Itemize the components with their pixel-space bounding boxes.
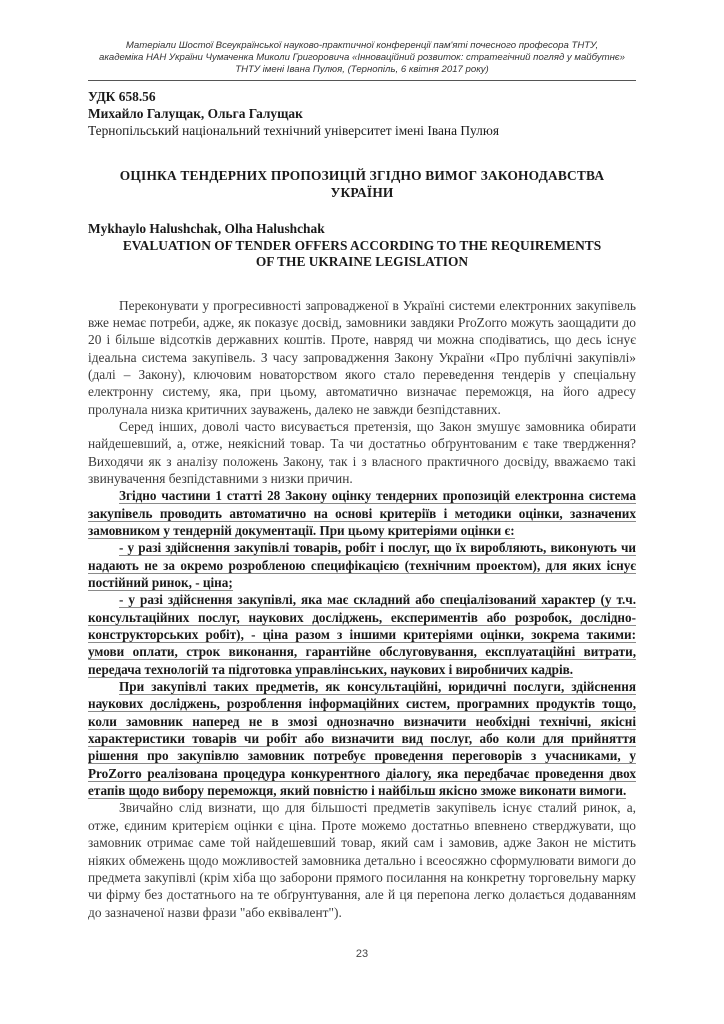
title-en-line-1: EVALUATION OF TENDER OFFERS ACCORDING TO THE REQUIREMENTS: [122, 237, 602, 253]
affiliation: Тернопільський національний технічний університет імені Івана Пулюя: [88, 123, 499, 138]
article-text: [88, 297, 636, 921]
paragraph-7: Звичайно слід визнати, що для більшості предметів закупівель існує сталий ринок, а, отже, єдиним критерієм оцінки є ціна. Проте можемо достатньо впевнено стверджувати, що замовник отримає саме той найдешевший товар, який сам і замовив, адже Закон не містить ніяких обмежень щодо можливостей замовника детально і всеосяжно сформулювати вимоги до предмета закупівлі (крім хіба що заборони прямого посилання на конкретну торговельну марку чи фірму без достатнього на те обґрунтування, але й ця перепона легко долається додаванням до зазначеної назви фрази "або еквівалент").: [88, 800, 636, 920]
article-meta: [88, 88, 636, 139]
title-uk-line-1: ОЦІНКА ТЕНДЕРНИХ ПРОПОЗИЦІЙ ЗГІДНО ВИМОГ ЗАКОНОДАВСТВА: [119, 168, 605, 183]
paragraph-3-text: Згідно частини 1 статті 28 Закону оцінку тендерних пропозицій електронна система закупівель проводить автоматично на основі критеріїв і методики оцінки, зазначених замовником у тендерній документації. При цьому критеріями оцінки є:: [88, 488, 636, 538]
running-header: [84, 40, 640, 76]
udc-code: УДК 658.56: [88, 89, 156, 104]
header-rule: [88, 80, 636, 81]
title-uk: [88, 167, 636, 201]
paragraph-6: [88, 678, 636, 799]
paragraph-3: [88, 487, 636, 539]
header-line-2: академіка НАН України Чумаченка Миколи Григоровича «Інноваційний розвиток: стратегічний погляд у майбутнє»: [99, 52, 625, 63]
english-header: [88, 221, 636, 271]
paragraph-1: Переконувати у прогресивності запровадженої в Україні системи електронних закупівель вже немає потреби, адже, як показує досвід, замовники завдяки ProZorro можуть заощадити до 20 і більше відсотків державних коштів. Проте, навряд чи можна сподіватись, що десь існує ідеальна система закупівель. З часу запровадження Закону України «Про публічні закупівлі» (далі – Закону), ключовим новаторством якого стало переведення тендерів у спеціальну електронну систему, яка, при цьому, автоматично визначає переможця, на його адресу пролунала низка критичних зауважень, далеко не завжди безпідставних.: [88, 297, 636, 417]
paragraph-2: Серед інших, доволі часто висувається претензія, що Закон змушує замовника обирати найдешевший, а, отже, неякісний товар. Та чи достатньо обґрунтованим є таке твердження? Виходячи як з аналізу положень Закону, так і з власного практичного досвіду, вважаємо такі звинувачення безпідставними з низки причин.: [88, 418, 636, 486]
article-body: [88, 88, 636, 921]
paragraph-4-text: - у разі здійснення закупівлі товарів, робіт і послуг, що їх виробляють, виконують чи надають не за окремо розробленою специфікацією (технічним проектом), для яких існує постійний ринок, - ціна;: [88, 540, 636, 590]
title-en-line-2: OF THE UKRAINE LEGISLATION: [255, 254, 469, 269]
title-uk-line-2: УКРАЇНИ: [330, 185, 394, 200]
paragraph-6-text: При закупівлі таких предметів, як консультаційні, юридичні послуги, здійснення наукових досліджень, розроблення інформаційних систем, програмних продуктів тощо, коли замовник наперед не в змозі однозначно визначити необхідні технічні, якісні характеристики товарів чи робіт або визначити вид послуг, або коли для прийняття рішення про закупівлю замовник потребує проведення переговорів з учасниками, у ProZorro реалізована процедура конкурентного діалогу, яка передбачає проведення двох етапів щодо вибору переможця, який повністю і найбільш якісно зможе виконати вимоги.: [88, 679, 636, 799]
paragraph-4: [88, 539, 636, 591]
paragraph-5: [88, 591, 636, 678]
authors-uk: Михайло Галущак, Ольга Галущак: [88, 106, 303, 121]
header-line-3: ТНТУ імені Івана Пулюя, (Тернопіль, 6 квітня 2017 року): [235, 64, 489, 75]
authors-en: Mykhaylo Halushchak, Olha Halushchak: [88, 221, 325, 236]
page-number: 23: [355, 948, 369, 960]
paragraph-5-text: - у разі здійснення закупівлі, яка має складний або спеціалізований характер (у т.ч. консультаційних послуг, наукових досліджень, експериментів або розробок, дослідно-конструкторських робіт), - ціна разом з іншими критеріями оцінки, зокрема такими: умови оплати, строк виконання, гарантійне обслуговування, експлуатаційні витрати, передача технологій та підготовка управлінських, наукових і виробничих кадрів.: [88, 592, 636, 677]
header-line-1: Матеріали Шостої Всеукраїнської науково-практичної конференції пам'яті почесного професора ТНТУ,: [125, 40, 599, 51]
